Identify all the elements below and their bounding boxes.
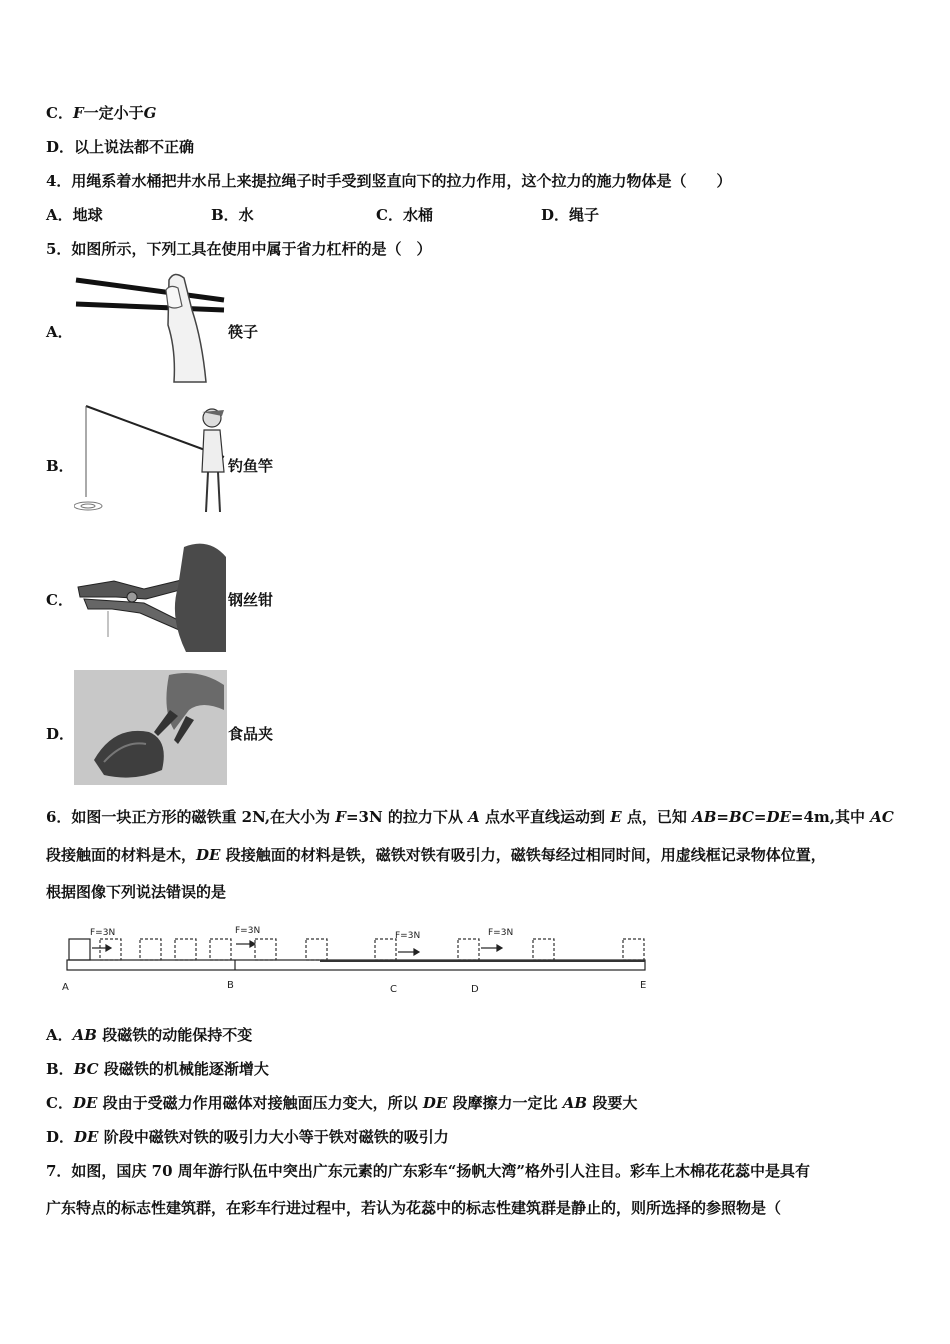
q5-option-b-caption: 钓鱼竿	[228, 457, 274, 475]
q6-option-b: B．BC 段磁铁的机械能逐渐增大	[46, 1060, 269, 1078]
wire-pliers-icon	[74, 537, 227, 652]
q5-option-c-caption: 钢丝钳	[228, 591, 274, 609]
q5-option-d-letter: D．	[46, 725, 75, 743]
option-c-q3: C．F一定小于G	[46, 104, 157, 122]
question-6-stem-line3: 根据图像下列说法错误的是	[46, 883, 227, 901]
point-label-b: B	[227, 980, 234, 991]
force-label-4: F=3N	[488, 928, 514, 938]
q5-option-a-caption: 筷子	[228, 323, 259, 341]
point-label-c: C	[390, 984, 397, 995]
fishing-rod-icon	[74, 402, 227, 517]
q6-option-a: A．AB 段磁铁的动能保持不变	[46, 1026, 253, 1044]
q4-option-b: B．水	[211, 206, 254, 224]
question-5-stem: 5．如图所示，下列工具在使用中属于省力杠杆的是（ ）	[46, 240, 432, 258]
q6-option-d: D．DE 阶段中磁铁对铁的吸引力大小等于铁对磁铁的吸引力	[46, 1128, 449, 1146]
question-7-stem-line2: 广东特点的标志性建筑群，在彩车行进过程中，若认为花蕊中的标志性建筑群是静止的，则所选择的参照物是（	[46, 1199, 782, 1217]
question-4-stem: 4．用绳系着水桶把井水吊上来提拉绳子时手受到竖直向下的拉力作用，这个拉力的施力物体是（ ）	[46, 172, 732, 190]
chopsticks-icon	[74, 270, 227, 383]
q4-option-c: C．水桶	[376, 206, 433, 224]
q5-option-a-letter: A．	[46, 323, 73, 341]
magnet-motion-figure	[60, 920, 660, 998]
option-d-q3: D．以上说法都不正确	[46, 138, 195, 156]
question-6-stem-line1: 6．如图一块正方形的磁铁重 2N,在大小为 F=3N 的拉力下从 A 点水平直线运动到 E 点，已知 AB=BC=DE=4m,其中 AC	[46, 808, 894, 826]
force-label-1: F=3N	[90, 928, 116, 938]
question-7-stem-line1: 7．如图，国庆 70 周年游行队伍中突出广东元素的广东彩车“扬帆大湾”格外引人注目。彩车上木棉花花蕊中是具有	[46, 1162, 811, 1180]
point-label-d: D	[471, 984, 479, 995]
q4-option-a: A．地球	[46, 206, 103, 224]
point-label-a: A	[62, 982, 69, 993]
point-label-e: E	[640, 980, 647, 991]
force-label-3: F=3N	[395, 931, 421, 941]
q5-option-b-letter: B．	[46, 457, 74, 475]
q5-option-c-letter: C．	[46, 591, 73, 609]
question-6-stem-line2: 段接触面的材料是木，DE 段接触面的材料是铁，磁铁对铁有吸引力，磁铁每经过相同时间，用虚线框记录物体位置，	[46, 846, 826, 864]
q6-option-c: C．DE 段由于受磁力作用磁体对接触面压力变大，所以 DE 段摩擦力一定比 AB 段要大	[46, 1094, 638, 1112]
q5-option-d-caption: 食品夹	[228, 725, 274, 743]
force-label-2: F=3N	[235, 926, 261, 936]
q4-option-d: D．绳子	[541, 206, 600, 224]
food-tongs-icon	[74, 670, 227, 785]
